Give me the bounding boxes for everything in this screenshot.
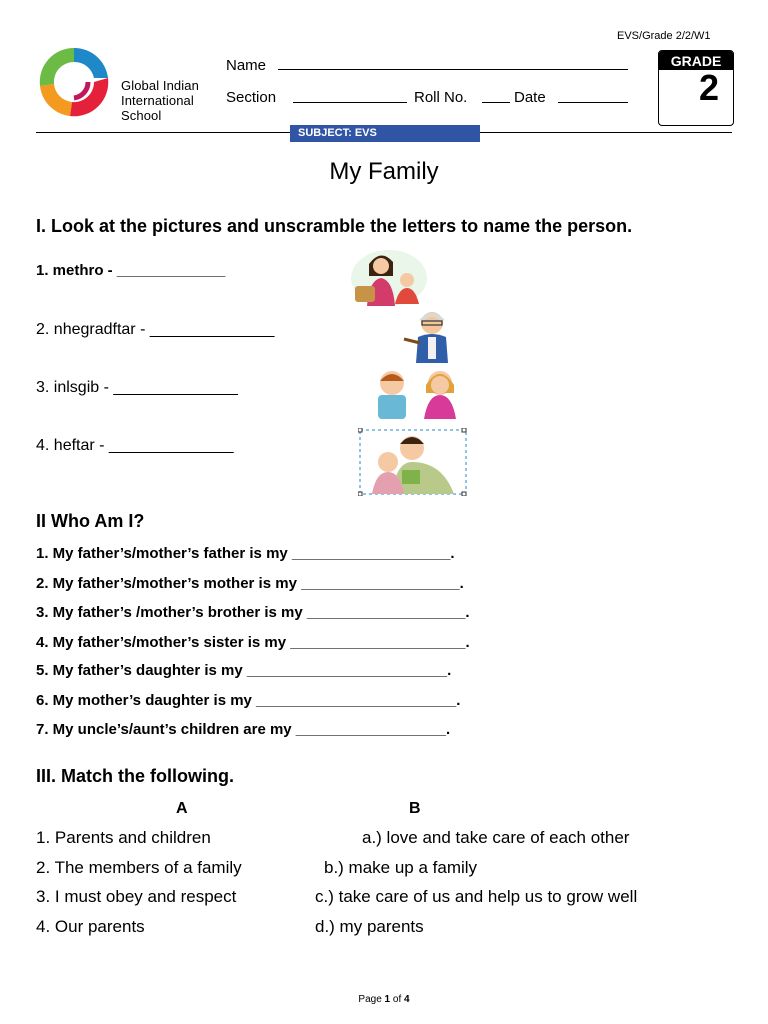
column-a-heading: A — [176, 800, 188, 817]
page-title: My Family — [329, 158, 439, 185]
school-name: Global Indian International School — [121, 78, 199, 123]
section3-heading: III. Match the following. — [36, 766, 234, 786]
match-left-3: 3. I must obey and respect — [36, 887, 237, 906]
who-am-i-item-3: 3. My father’s /mother’s brother is my ___________________. — [36, 604, 470, 621]
grade-number: 2 — [698, 67, 719, 108]
roll-no-field[interactable] — [482, 102, 510, 103]
name-field[interactable] — [278, 69, 628, 70]
roll-no-label: Roll No. — [414, 89, 468, 106]
match-right-c: c.) take care of us and help us to grow well — [315, 887, 638, 906]
match-right-a: a.) love and take care of each other — [362, 828, 630, 847]
who-am-i-item-1: 1. My father’s/mother’s father is my ___________________. — [36, 545, 455, 562]
who-am-i-item-2: 2. My father’s/mother’s mother is my ___________________. — [36, 575, 464, 592]
date-field[interactable] — [558, 102, 628, 103]
who-am-i-item-7: 7. My uncle’s/aunt’s children are my __________________. — [36, 721, 451, 738]
match-left-1: 1. Parents and children — [36, 828, 211, 847]
unscramble-item-2: 2. nhegradftar - ______________ — [36, 321, 275, 338]
father-and-child-picture — [358, 428, 468, 496]
match-right-d: d.) my parents — [315, 917, 424, 936]
section2-heading: II Who Am I? — [36, 511, 145, 531]
grade-label: GRADE — [659, 51, 733, 70]
section-label: Section — [226, 89, 277, 106]
siblings-picture — [366, 369, 468, 421]
unscramble-item-1: 1. methro - _____________ — [36, 262, 226, 279]
section-field[interactable] — [293, 102, 407, 103]
unscramble-item-3: 3. inlsgib - ______________ — [36, 379, 238, 396]
match-left-2: 2. The members of a family — [36, 858, 242, 877]
mother-holding-child-picture — [349, 246, 429, 308]
section1-heading: I. Look at the pictures and unscramble the letters to name the person. — [36, 216, 633, 236]
match-right-b: b.) make up a family — [324, 858, 478, 877]
column-b-heading: B — [409, 800, 421, 817]
who-am-i-item-6: 6. My mother’s daughter is my ________________________. — [36, 692, 461, 709]
school-logo — [34, 42, 114, 122]
who-am-i-item-5: 5. My father’s daughter is my ________________________. — [36, 662, 452, 679]
subject-band: SUBJECT: EVS — [290, 125, 480, 142]
grandfather-picture — [398, 309, 454, 365]
page-footer: Page 1 of 4 — [358, 994, 410, 1005]
match-left-4: 4. Our parents — [36, 917, 145, 936]
document-code: EVS/Grade 2/2/W1 — [617, 30, 711, 42]
unscramble-item-4: 4. heftar - ______________ — [36, 437, 234, 454]
name-label: Name — [226, 57, 267, 74]
date-label: Date — [514, 89, 546, 106]
grade-badge — [658, 50, 734, 126]
who-am-i-item-4: 4. My father’s/mother’s sister is my _____________________. — [36, 634, 470, 651]
